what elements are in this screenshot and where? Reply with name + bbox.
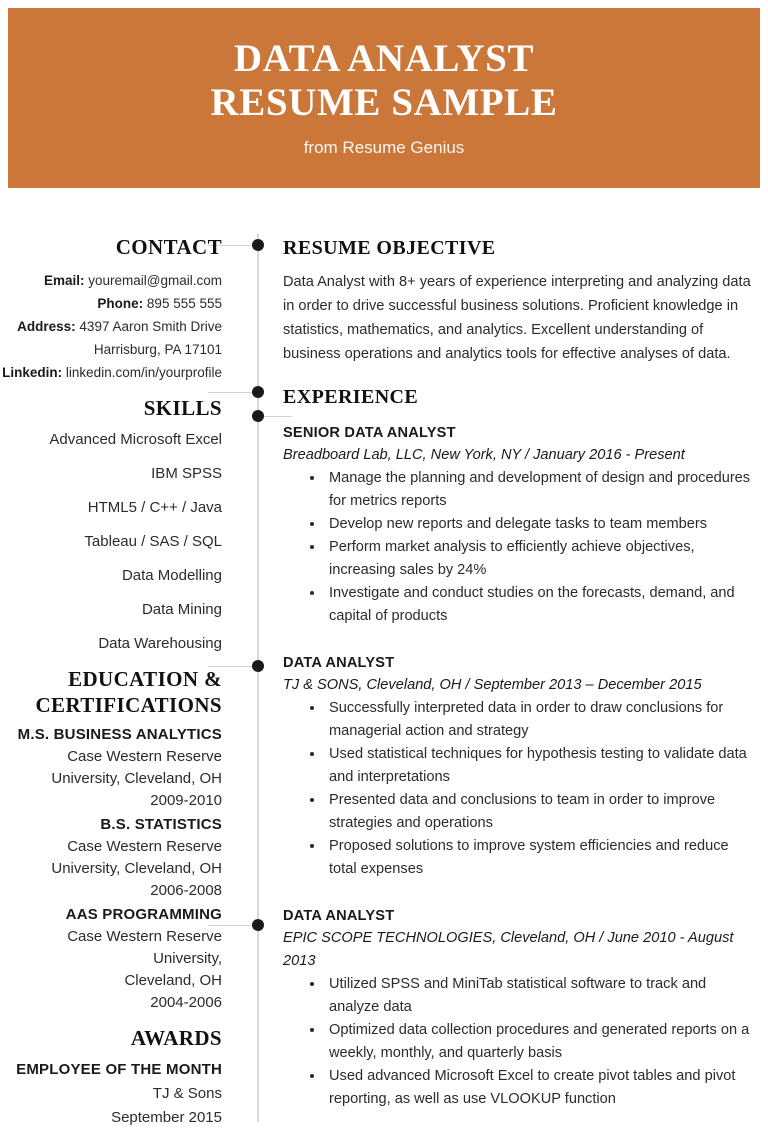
job-bullet: • Investigate and conduct studies on the forecasts, demand, and capital of products: [325, 582, 755, 628]
main-column: [283, 188, 755, 1111]
job-bullet: • Utilized SPSS and MiniTab statistical software to track and analyze data: [325, 973, 755, 1019]
job-bullet: • Used advanced Microsoft Excel to create pivot tables and pivot reporting, as well as use VLOOKUP function: [325, 1065, 755, 1111]
education-detail: Case Western Reserve: [67, 748, 222, 765]
contact-label-linkedin: Linkedin:: [2, 365, 63, 380]
section-heading-contact: CONTACT: [115, 235, 222, 259]
education-detail: Case Western Reserve University,: [67, 928, 222, 967]
experience-entry: [283, 905, 755, 1111]
education-dates: 2006-2008: [150, 882, 222, 899]
contact-label-address: Address:: [17, 319, 76, 334]
skill-item: Tableau / SAS / SQL: [84, 533, 222, 550]
section-heading-awards: AWARDS: [130, 1026, 222, 1050]
job-bullet: • Presented data and conclusions to team in order to improve strategies and operations: [325, 789, 755, 835]
section-heading-education-line-2: CERTIFICATIONS: [35, 693, 222, 717]
contact-value-linkedin: linkedin.com/in/yourprofile: [65, 365, 222, 380]
contact-row-email: [0, 269, 222, 292]
section-awards: [0, 1025, 222, 1130]
job-title: DATA ANALYST: [283, 655, 395, 671]
header-banner: [8, 8, 760, 188]
contact-value-address: 4397 Aaron Smith Drive: [79, 319, 222, 334]
skill-item: Advanced Microsoft Excel: [49, 431, 222, 448]
job-title: SENIOR DATA ANALYST: [283, 425, 456, 441]
award-entry: [0, 1058, 222, 1130]
section-resume-objective: [283, 235, 755, 366]
job-meta: TJ & SONS, Cleveland, OH / September 2013 – December 2015: [283, 677, 702, 693]
page-title-line-2: RESUME SAMPLE: [210, 81, 558, 124]
education-degree: AAS PROGRAMMING: [65, 906, 222, 923]
page-title: [211, 37, 558, 125]
contact-label-phone: Phone:: [97, 296, 144, 311]
resume-objective-text: Data Analyst with 8+ years of experience interpreting and analyzing data in order to drive successful business solutions. Proficient knowledge in statistics, mathematics, and analytics. Excellent understanding of business operations and analytics tools for effective analyses of data.: [283, 274, 751, 362]
education-detail: Case Western Reserve: [67, 838, 222, 855]
education-entry: [0, 904, 222, 1014]
resume-body: [0, 188, 768, 1126]
education-entry: [0, 724, 222, 812]
education-dates: 2009-2010: [150, 792, 222, 809]
education-degree: B.S. STATISTICS: [100, 816, 222, 833]
timeline-dot-education: [252, 660, 264, 672]
section-heading-experience: EXPERIENCE: [283, 386, 419, 408]
job-bullet: • Develop new reports and delegate tasks to team members: [325, 513, 755, 536]
job-meta: EPIC SCOPE TECHNOLOGIES, Cleveland, OH / June 2010 - August 2013: [283, 930, 734, 969]
skill-item: IBM SPSS: [151, 465, 222, 482]
job-bullet: • Used statistical techniques for hypothesis testing to validate data and interpretations: [325, 743, 755, 789]
experience-entry: [283, 652, 755, 881]
award-title: EMPLOYEE OF THE MONTH: [16, 1061, 222, 1078]
contact-value-email: youremail@gmail.com: [88, 273, 222, 288]
section-heading-skills: SKILLS: [143, 396, 222, 420]
page-subtitle: from Resume Genius: [303, 138, 465, 157]
skill-item: Data Warehousing: [98, 635, 222, 652]
contact-row-address-2: [0, 338, 222, 361]
skill-item: HTML5 / C++ / Java: [87, 499, 222, 516]
timeline-spine: [257, 234, 259, 1122]
section-experience: [283, 384, 755, 1111]
education-detail: Cleveland, OH: [124, 972, 222, 989]
job-bullet-list: [283, 467, 755, 628]
award-date: September 2015: [111, 1109, 222, 1126]
job-bullet: • Optimized data collection procedures and generated reports on a weekly, monthly, and quarterly basis: [325, 1019, 755, 1065]
job-bullet: • Perform market analysis to efficiently achieve objectives, increasing sales by 24%: [325, 536, 755, 582]
contact-row-linkedin: [0, 361, 222, 384]
timeline-dot-contact: [252, 239, 264, 251]
contact-label-email: Email:: [43, 273, 85, 288]
contact-row-phone: [0, 292, 222, 315]
section-skills: [0, 395, 222, 661]
experience-entry: [283, 422, 755, 628]
education-entry: [0, 814, 222, 902]
section-heading-education-line-1: EDUCATION &: [68, 667, 222, 691]
sidebar-column: [0, 188, 232, 1130]
skill-item: Data Modelling: [121, 567, 222, 584]
job-meta: Breadboard Lab, LLC, New York, NY / January 2016 - Present: [283, 447, 685, 463]
education-detail: University, Cleveland, OH: [51, 770, 222, 787]
job-bullet: • Proposed solutions to improve system efficiencies and reduce total expenses: [325, 835, 755, 881]
job-title: DATA ANALYST: [283, 908, 395, 924]
section-education: [0, 666, 222, 1014]
skill-item: Data Mining: [141, 601, 222, 618]
timeline-dot-experience: [252, 410, 264, 422]
section-heading-resume-objective: RESUME OBJECTIVE: [283, 237, 496, 259]
contact-value-phone: 895 555 555: [146, 296, 222, 311]
job-bullet-list: [283, 697, 755, 881]
education-detail: University, Cleveland, OH: [51, 860, 222, 877]
page-title-line-1: DATA ANALYST: [233, 37, 535, 80]
timeline-dot-skills: [252, 386, 264, 398]
section-contact: [0, 234, 222, 384]
job-bullet-list: [283, 973, 755, 1111]
section-heading-education: [0, 666, 222, 718]
award-org: TJ & Sons: [152, 1085, 222, 1102]
job-bullet: • Successfully interpreted data in order to draw conclusions for managerial action and strategy: [325, 697, 755, 743]
timeline-dot-awards: [252, 919, 264, 931]
contact-value-address-2: Harrisburg, PA 17101: [93, 342, 222, 357]
education-degree: M.S. BUSINESS ANALYTICS: [17, 726, 222, 743]
job-bullet: • Manage the planning and development of design and procedures for metrics reports: [325, 467, 755, 513]
education-dates: 2004-2006: [150, 994, 222, 1011]
contact-row-address: [0, 315, 222, 338]
